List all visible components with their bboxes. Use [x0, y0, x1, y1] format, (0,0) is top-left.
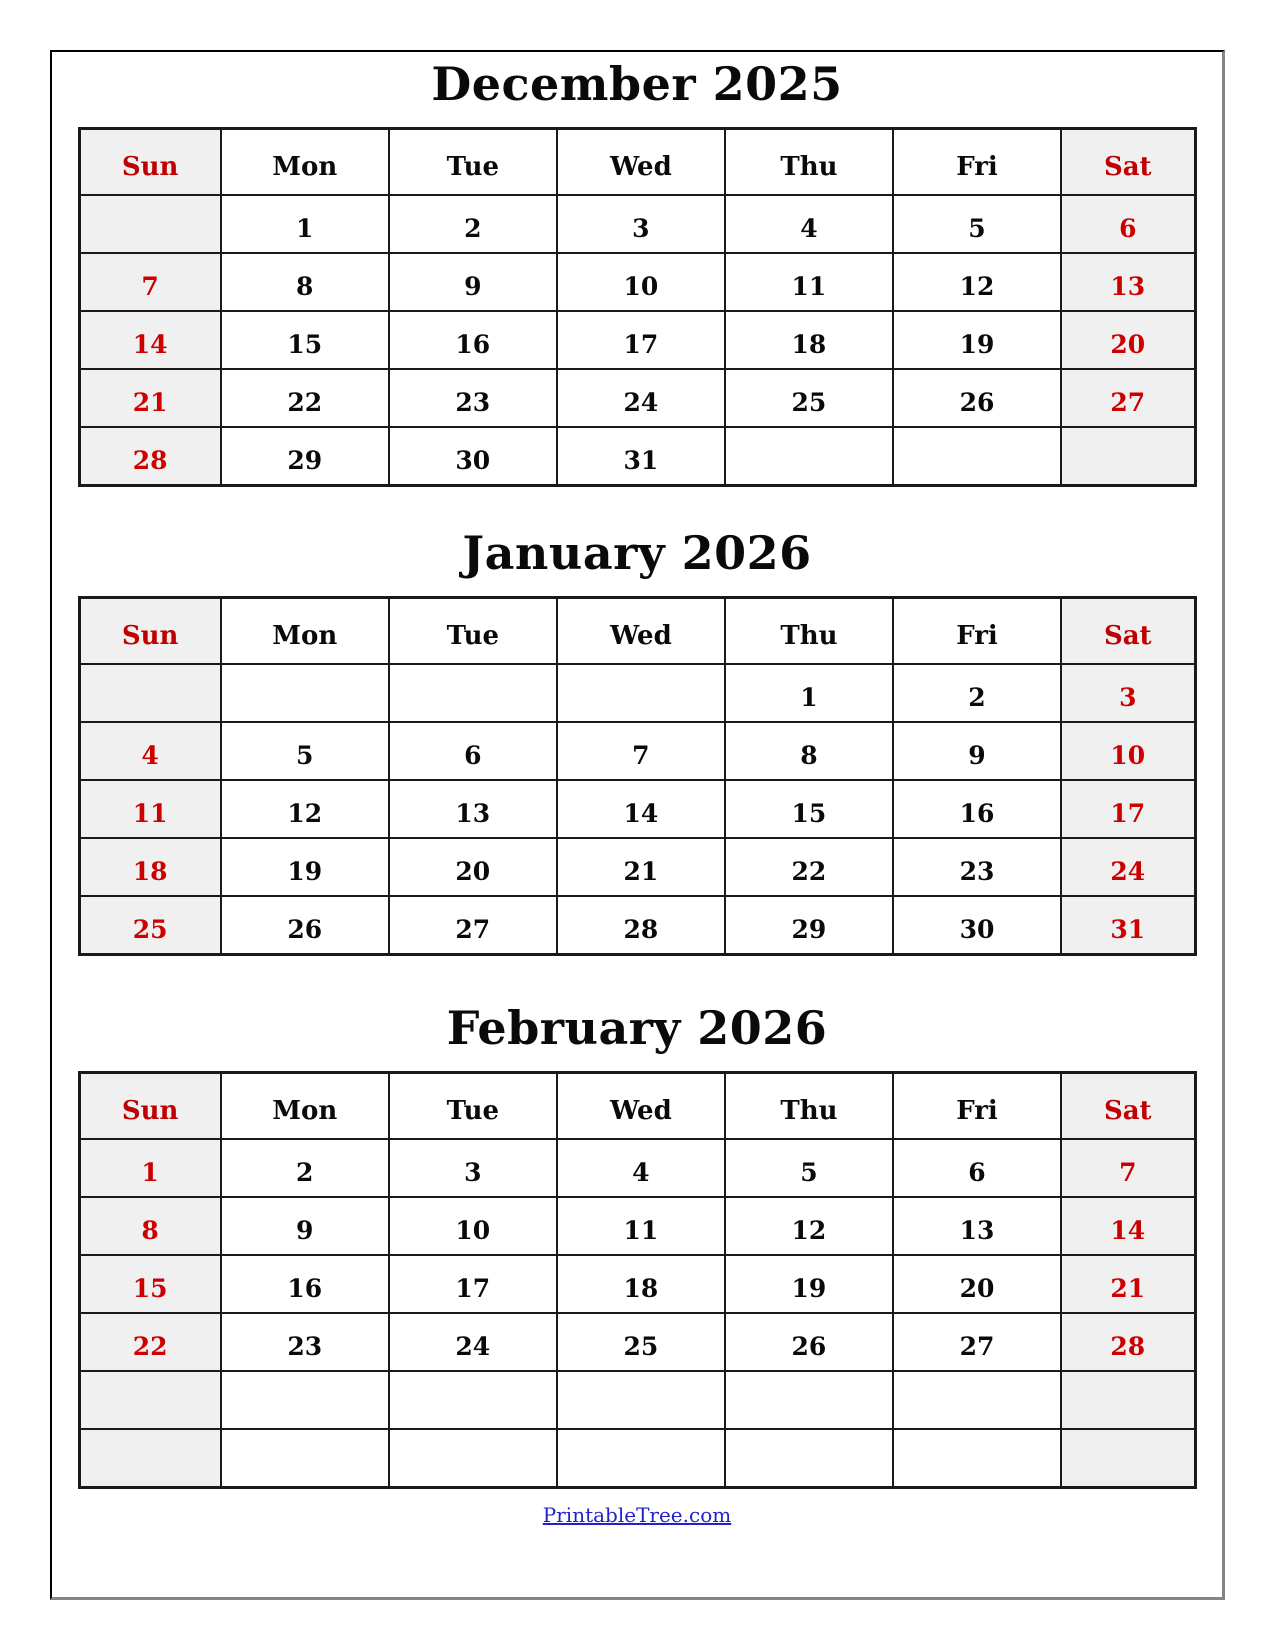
date-cell: 18	[725, 311, 893, 369]
empty-cell	[79, 195, 221, 253]
empty-cell	[893, 427, 1061, 486]
week-row	[79, 311, 1195, 369]
date-cell: 5	[221, 722, 389, 780]
week-row	[79, 780, 1195, 838]
empty-cell	[1061, 1429, 1195, 1488]
date-cell: 11	[725, 253, 893, 311]
date-cell: 31	[1061, 896, 1195, 955]
empty-cell	[79, 1429, 221, 1488]
calendar-table-january-2026	[78, 596, 1197, 956]
date-cell: 15	[79, 1255, 221, 1313]
date-cell: 21	[1061, 1255, 1195, 1313]
date-cell: 17	[1061, 780, 1195, 838]
empty-cell	[557, 1429, 725, 1488]
week-row	[79, 1313, 1195, 1371]
empty-cell	[557, 1371, 725, 1429]
day-header-mon: Mon	[221, 128, 389, 195]
date-cell: 8	[725, 722, 893, 780]
date-cell: 18	[557, 1255, 725, 1313]
day-header-mon: Mon	[221, 1072, 389, 1139]
date-cell: 2	[221, 1139, 389, 1197]
date-cell: 22	[725, 838, 893, 896]
empty-cell	[725, 427, 893, 486]
date-cell: 10	[389, 1197, 557, 1255]
date-cell: 11	[79, 780, 221, 838]
date-cell: 8	[79, 1197, 221, 1255]
month-title-february-2026: February 2026	[446, 1000, 828, 1055]
date-cell: 22	[221, 369, 389, 427]
date-cell: 30	[389, 427, 557, 486]
date-cell: 3	[389, 1139, 557, 1197]
date-cell: 20	[389, 838, 557, 896]
date-cell: 3	[1061, 664, 1195, 722]
week-row	[79, 427, 1195, 486]
date-cell: 28	[79, 427, 221, 486]
date-cell: 6	[893, 1139, 1061, 1197]
date-cell: 29	[725, 896, 893, 955]
week-row	[79, 369, 1195, 427]
date-cell: 19	[725, 1255, 893, 1313]
date-cell: 9	[893, 722, 1061, 780]
day-header-tue: Tue	[389, 128, 557, 195]
date-cell: 10	[557, 253, 725, 311]
date-cell: 1	[221, 195, 389, 253]
date-cell: 3	[557, 195, 725, 253]
week-row	[79, 1255, 1195, 1313]
footer-link[interactable]: PrintableTree.com	[542, 1502, 732, 1527]
date-cell: 12	[893, 253, 1061, 311]
day-header-fri: Fri	[893, 1072, 1061, 1139]
date-cell: 16	[389, 311, 557, 369]
day-header-fri: Fri	[893, 597, 1061, 664]
date-cell: 13	[389, 780, 557, 838]
date-cell: 12	[221, 780, 389, 838]
date-cell: 15	[221, 311, 389, 369]
date-cell: 23	[221, 1313, 389, 1371]
date-cell: 27	[389, 896, 557, 955]
date-cell: 21	[557, 838, 725, 896]
date-cell: 7	[1061, 1139, 1195, 1197]
week-row	[79, 195, 1195, 253]
month-title-january-2026: January 2026	[462, 525, 812, 580]
empty-cell	[1061, 427, 1195, 486]
empty-cell	[389, 1371, 557, 1429]
day-header-tue: Tue	[389, 1072, 557, 1139]
empty-cell	[221, 664, 389, 722]
date-cell: 24	[389, 1313, 557, 1371]
day-header-sun: Sun	[79, 597, 221, 664]
empty-cell	[221, 1429, 389, 1488]
day-header-thu: Thu	[725, 597, 893, 664]
date-cell: 26	[893, 369, 1061, 427]
date-cell: 26	[725, 1313, 893, 1371]
date-cell: 9	[389, 253, 557, 311]
month-section-december-2025	[52, 58, 1222, 487]
month-section-january-2026	[52, 527, 1222, 956]
date-cell: 27	[893, 1313, 1061, 1371]
week-row	[79, 1197, 1195, 1255]
day-header-row	[79, 1072, 1195, 1139]
week-row	[79, 838, 1195, 896]
day-header-row	[79, 597, 1195, 664]
date-cell: 30	[893, 896, 1061, 955]
date-cell: 13	[1061, 253, 1195, 311]
date-cell: 27	[1061, 369, 1195, 427]
date-cell: 6	[389, 722, 557, 780]
empty-cell	[79, 664, 221, 722]
week-row	[79, 1371, 1195, 1429]
date-cell: 25	[557, 1313, 725, 1371]
date-cell: 18	[79, 838, 221, 896]
date-cell: 14	[79, 311, 221, 369]
date-cell: 16	[221, 1255, 389, 1313]
day-header-thu: Thu	[725, 128, 893, 195]
date-cell: 2	[893, 664, 1061, 722]
week-row	[79, 1429, 1195, 1488]
date-cell: 16	[893, 780, 1061, 838]
date-cell: 13	[893, 1197, 1061, 1255]
page-frame	[50, 50, 1225, 1600]
week-row	[79, 664, 1195, 722]
date-cell: 4	[557, 1139, 725, 1197]
day-header-thu: Thu	[725, 1072, 893, 1139]
date-cell: 9	[221, 1197, 389, 1255]
day-header-sun: Sun	[79, 1072, 221, 1139]
date-cell: 1	[79, 1139, 221, 1197]
calendar-table-december-2025	[78, 127, 1197, 487]
day-header-wed: Wed	[557, 1072, 725, 1139]
date-cell: 7	[557, 722, 725, 780]
date-cell: 29	[221, 427, 389, 486]
empty-cell	[221, 1371, 389, 1429]
date-cell: 15	[725, 780, 893, 838]
date-cell: 14	[1061, 1197, 1195, 1255]
date-cell: 12	[725, 1197, 893, 1255]
day-header-wed: Wed	[557, 128, 725, 195]
date-cell: 24	[1061, 838, 1195, 896]
date-cell: 23	[389, 369, 557, 427]
week-row	[79, 722, 1195, 780]
empty-cell	[557, 664, 725, 722]
day-header-row	[79, 128, 1195, 195]
week-row	[79, 253, 1195, 311]
date-cell: 10	[1061, 722, 1195, 780]
date-cell: 8	[221, 253, 389, 311]
day-header-fri: Fri	[893, 128, 1061, 195]
empty-cell	[725, 1371, 893, 1429]
date-cell: 2	[389, 195, 557, 253]
date-cell: 26	[221, 896, 389, 955]
day-header-mon: Mon	[221, 597, 389, 664]
date-cell: 24	[557, 369, 725, 427]
empty-cell	[389, 664, 557, 722]
page-footer	[52, 1503, 1222, 1527]
date-cell: 25	[79, 896, 221, 955]
empty-cell	[79, 1371, 221, 1429]
month-section-february-2026	[52, 1002, 1222, 1489]
date-cell: 20	[1061, 311, 1195, 369]
date-cell: 22	[79, 1313, 221, 1371]
day-header-tue: Tue	[389, 597, 557, 664]
empty-cell	[725, 1429, 893, 1488]
date-cell: 6	[1061, 195, 1195, 253]
date-cell: 1	[725, 664, 893, 722]
day-header-sat: Sat	[1061, 128, 1195, 195]
date-cell: 4	[725, 195, 893, 253]
week-row	[79, 1139, 1195, 1197]
date-cell: 4	[79, 722, 221, 780]
date-cell: 20	[893, 1255, 1061, 1313]
empty-cell	[1061, 1371, 1195, 1429]
date-cell: 21	[79, 369, 221, 427]
date-cell: 5	[893, 195, 1061, 253]
month-title-december-2025: December 2025	[431, 57, 843, 111]
date-cell: 31	[557, 427, 725, 486]
empty-cell	[389, 1429, 557, 1488]
date-cell: 17	[557, 311, 725, 369]
day-header-wed: Wed	[557, 597, 725, 664]
date-cell: 23	[893, 838, 1061, 896]
date-cell: 11	[557, 1197, 725, 1255]
week-row	[79, 896, 1195, 955]
date-cell: 25	[725, 369, 893, 427]
date-cell: 28	[557, 896, 725, 955]
day-header-sun: Sun	[79, 128, 221, 195]
date-cell: 5	[725, 1139, 893, 1197]
empty-cell	[893, 1371, 1061, 1429]
date-cell: 7	[79, 253, 221, 311]
day-header-sat: Sat	[1061, 597, 1195, 664]
empty-cell	[893, 1429, 1061, 1488]
date-cell: 14	[557, 780, 725, 838]
date-cell: 17	[389, 1255, 557, 1313]
calendar-table-february-2026	[78, 1071, 1197, 1489]
date-cell: 19	[893, 311, 1061, 369]
day-header-sat: Sat	[1061, 1072, 1195, 1139]
date-cell: 28	[1061, 1313, 1195, 1371]
date-cell: 19	[221, 838, 389, 896]
